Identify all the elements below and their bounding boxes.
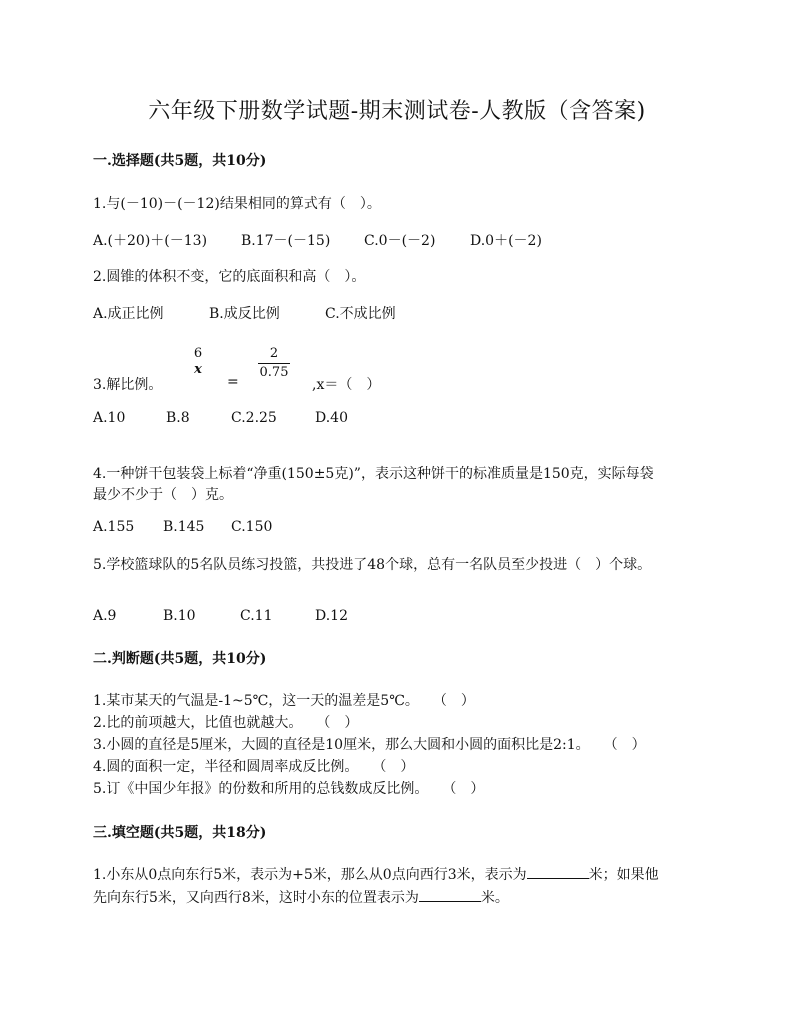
question-4-line-2: 最少不少于（ ）克。 bbox=[93, 487, 233, 503]
judge-item-2: 2.比的前项越大，比值也就越大。 （ ） bbox=[93, 715, 359, 731]
q3-option-d: D.40 bbox=[315, 410, 348, 426]
fill-q1-text-a: 1.小东从0点向东行5米，表示为+5米，那么从0点向西行3米，表示为 bbox=[93, 867, 527, 883]
q1-option-a: A.(＋20)＋(－13) bbox=[93, 233, 208, 249]
q2-option-c: C.不成比例 bbox=[325, 306, 396, 322]
q5-option-c: C.11 bbox=[240, 608, 273, 624]
q3-fraction-1-denominator: x bbox=[194, 362, 202, 377]
q3-fraction-1-numerator: 6 bbox=[193, 346, 203, 361]
q5-option-d: D.12 bbox=[315, 608, 348, 624]
fill-question-1-line-1 bbox=[93, 864, 659, 884]
question-5: 5.学校篮球队的5名队员练习投篮，共投进了48个球，总有一名队员至少投进（ ）个球。 bbox=[93, 557, 652, 573]
fill-q1-blank-2[interactable] bbox=[419, 889, 481, 902]
q4-option-a: A.155 bbox=[93, 519, 135, 535]
fill-q1-blank-1[interactable] bbox=[527, 866, 589, 879]
q4-option-c: C.150 bbox=[231, 519, 273, 535]
judge-item-3: 3.小圆的直径是5厘米，大圆的直径是10厘米，那么大圆和小圆的面积比是2:1。 （ ） bbox=[93, 737, 646, 753]
q4-option-b: B.145 bbox=[163, 519, 205, 535]
q3-fraction-1 bbox=[188, 346, 208, 378]
fill-q1-text-d: 米。 bbox=[480, 890, 509, 906]
page-title: 六年级下册数学试题-期末测试卷-人教版（含答案) bbox=[148, 99, 646, 124]
q3-option-a: A.10 bbox=[93, 410, 126, 426]
q3-fraction-2-numerator: 2 bbox=[269, 346, 279, 361]
fill-q1-text-c: 先向东行5米，又向西行8米，这时小东的位置表示为 bbox=[93, 890, 419, 906]
judge-item-1: 1.某市某天的气温是-1~5℃，这一天的温差是5℃。 （ ） bbox=[93, 693, 475, 709]
q3-fraction-2 bbox=[258, 346, 290, 381]
q1-option-b: B.17－(－15) bbox=[241, 233, 331, 249]
judge-item-4: 4.圆的面积一定，半径和圆周率成反比例。 （ ） bbox=[93, 759, 415, 775]
question-3-prefix: 3.解比例。 bbox=[93, 377, 163, 393]
q3-option-b: B.8 bbox=[166, 410, 190, 426]
fill-question-1-line-2 bbox=[93, 887, 509, 907]
q2-option-a: A.成正比例 bbox=[93, 306, 164, 322]
q3-fraction-2-denominator: 0.75 bbox=[259, 365, 289, 380]
judge-item-5: 5.订《中国少年报》的份数和所用的总钱数成反比例。 （ ） bbox=[93, 781, 485, 797]
q5-option-a: A.9 bbox=[93, 608, 117, 624]
q2-option-b: B.成反比例 bbox=[209, 306, 280, 322]
question-1: 1.与(－10)－(－12)结果相同的算式有（ ）。 bbox=[93, 196, 381, 212]
section-heading-judge: 二.判断题(共5题，共10分) bbox=[93, 651, 267, 667]
section-heading-choice: 一.选择题(共5题，共10分) bbox=[93, 153, 267, 169]
section-heading-fill: 三.填空题(共5题，共18分) bbox=[93, 825, 267, 841]
q3-equals-sign: = bbox=[227, 374, 239, 390]
question-2: 2.圆锥的体积不变，它的底面积和高（ ）。 bbox=[93, 269, 366, 285]
q1-option-d: D.0＋(－2) bbox=[470, 233, 542, 249]
question-3-suffix: ,x＝（ ） bbox=[312, 377, 381, 393]
q3-option-c: C.2.25 bbox=[231, 410, 277, 426]
q5-option-b: B.10 bbox=[163, 608, 196, 624]
q1-option-c: C.0－(－2) bbox=[364, 233, 436, 249]
fill-q1-text-b: 米；如果他 bbox=[588, 867, 659, 883]
question-4-line-1: 4.一种饼干包装袋上标着“净重(150±5克)”，表示这种饼干的标准质量是150克，实际每袋 bbox=[93, 466, 654, 482]
